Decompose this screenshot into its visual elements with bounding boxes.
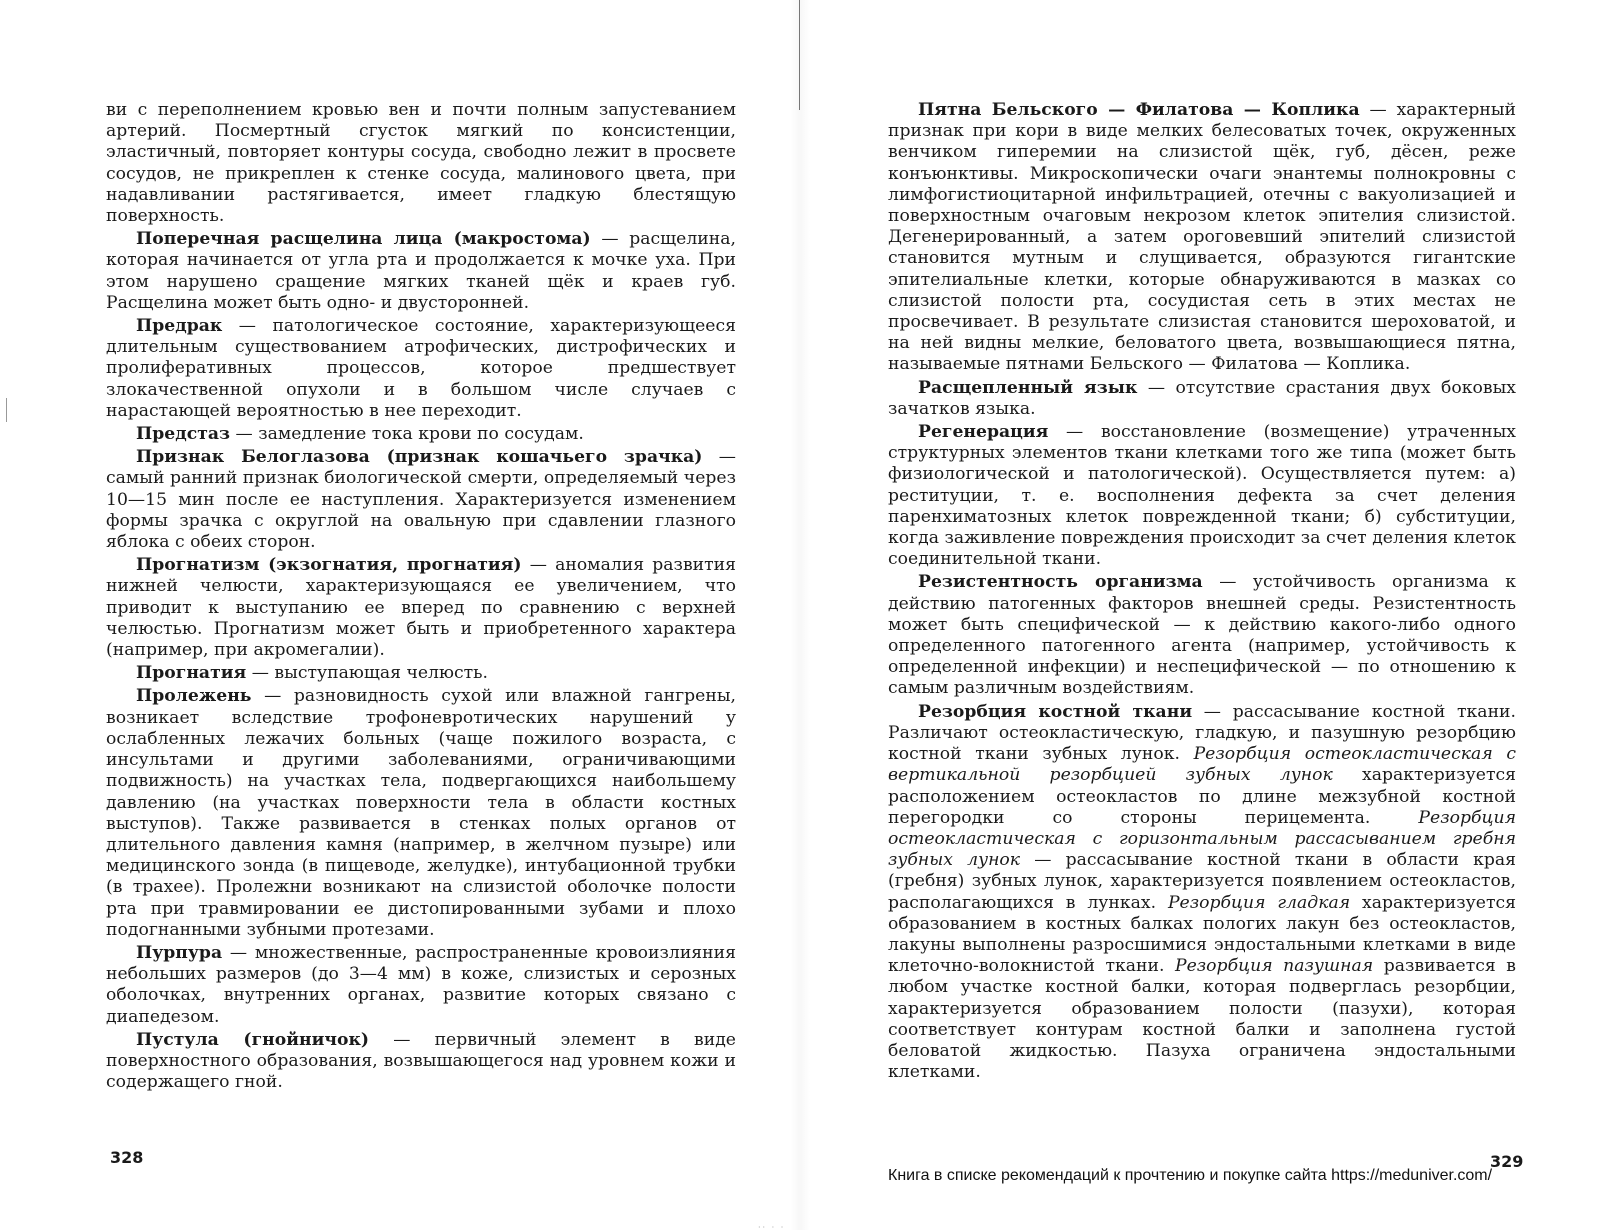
paragraph (106, 100, 736, 227)
italic-term: Резорбция пазушная (1175, 956, 1374, 977)
term-heading: Пурпура (136, 942, 223, 963)
term-heading: Расщепленный язык (918, 377, 1138, 398)
paragraph-text: ви с переполнением кровью вен и почти полным запустеванием артерий. Посмертный сгусток мягкий по консистенции, эластичный, повторяет контуры сосуда, свободно лежит в просвете сосудов, не прикреплен к стенке сосуда, малинового цвета, при надавливании растягивается, имеет гладкую блестящую поверхность. (106, 100, 736, 227)
footer-recommendation: Книга в списке рекомендаций к прочтению и покупке сайта https://meduniver.com/ (888, 1167, 1493, 1184)
paragraph-text: — выступающая челюсть. (246, 663, 488, 684)
paragraph-text: — отсутствие срастания двух боковых зачатков языка. (888, 377, 1516, 419)
paragraph (888, 702, 1516, 1084)
term-heading: Предрак (136, 316, 223, 337)
scan-specks: ·· · · (758, 1223, 786, 1232)
paragraph (106, 1030, 736, 1094)
paragraph-text: — характерный признак при кори в виде мелких белесоватых точек, окруженных венчиком гиперемии на слизистой щёк, губ, дёсен, реже конъюнктивы. Микроскопически очаги энантемы полнокровны с лимфогистиоцитарной инфильтрацией, отечны с вакуолизацией и поверхностным очаговым некрозом клеток эпителия слизистой. Дегенерированный, а затем ороговевший эпителий слизистой становится мутным и слущивается, образуются гигантские эпителиальные клетки, которые обнаруживаются в мазках со слизистой полости рта, сосудистая сеть в этих местах не просвечивает. В результате слизистая становится шероховатой, и на ней видны мелкие, беловатого цвета, возвышающиеся пятна, называемые пятнами Бельского — Филатова — Коплика. (888, 100, 1516, 375)
italic-term: Резорбция гладкая (1167, 892, 1351, 913)
paragraph-text: характеризуется расположением остеокластов по длине межзубной костной перегородки со стороны перицемента. (888, 765, 1516, 828)
paragraph (106, 663, 736, 684)
paragraph (106, 686, 736, 940)
paragraph-text: — замедление тока крови по сосудам. (230, 424, 584, 445)
paragraph (888, 422, 1516, 570)
paragraph (888, 378, 1516, 420)
paragraph-text: — рассасывание костной ткани. Различают остеокластическую, гладкую, и пазушную резорбцию костной ткани зубных лунок. (888, 701, 1517, 765)
paragraph (888, 572, 1516, 699)
paragraph-text: — патологическое состояние, характеризующееся длительным существованием атрофических, дистрофических и пролиферативных процессов, которое предшествует злокачественной опухоли и в большом числе случаев с нарастающей вероятностью в нее переходит. (106, 316, 736, 421)
term-heading: Прогнатия (136, 663, 247, 684)
paragraph-text: — первичный элемент в виде поверхностного образования, возвышающегося над уровнем кожи и содержащего гной. (106, 1029, 736, 1093)
paragraph (106, 447, 736, 553)
paragraph (106, 555, 736, 661)
paragraph-text: характеризуется образованием в костных балках пологих лакун без остеокластов, лакуны выполнены разросшимися эндостальными клетками в виде клеточно-волокнистой ткани. (888, 892, 1516, 977)
paragraph-text: — аномалия развития нижней челюсти, характеризующаяся ее увеличением, что приводит к выступанию ее вперед по сравнению с верхней челюстью. Прогнатизм может быть и приобретенного характера (например, при акромегалии). (106, 555, 736, 661)
paragraph-text: развивается в любом участке костной балки, которая подверглась резорбции, характеризуется образованием полости (пазухи), которая соответствует контурам костной балки и заполнена густой беловатой жидкостью. Пазуха ограничена эндостальными клетками. (888, 956, 1517, 1083)
term-heading: Признак Белоглазова (признак кошачьего зрачка) (136, 447, 703, 468)
paragraph (106, 424, 736, 445)
term-heading: Пятна Бельского — Филатова — Коплика (918, 100, 1360, 120)
paragraph-text: — множественные, распространенные кровоизлияния небольших размеров (до 3—4 мм) в коже, слизистых и серозных оболочках, внутренних органах, развитие которых связано с диапедезом. (106, 942, 736, 1027)
margin-mark (6, 398, 7, 422)
term-heading: Предстаз (136, 424, 231, 445)
term-heading: Пролежень (136, 686, 252, 707)
page-number-left: 328 (110, 1148, 144, 1167)
book-gutter-line (799, 0, 800, 110)
paragraph-text: — разновидность сухой или влажной гангрены, возникает вследствие трофоневротических нарушений у ослабленных лежачих больных (чаще пожилого возраста, с инсультами и другими заболеваниями, ограничивающими подвижность) на участках тела, подвергающихся наибольшему давлению (на участках поверхности тела в области костных выступов). Также развивается в стенках полых органов от длительного давления камня (например, в желчном пузыре) или медицинского зонда (в пищеводе, желудке), интубационной трубки (в трахее). Пролежни возникают на слизистой оболочке полости рта при травмировании ее дистопированными зубами и плохо подогнанными зубными протезами. (106, 686, 736, 940)
paragraph-text: — самый ранний признак биологической смерти, определяемый через 10—15 мин после ее наступления. Характеризуется изменением формы зрачка с округлой на овальную при сдавлении глазного яблока с обеих сторон. (106, 447, 736, 553)
term-heading: Резорбция костной ткани (918, 701, 1193, 722)
italic-term: Резорбция остеокластическая с горизонтальным рассасыванием гребня зубных лунок (888, 807, 1516, 871)
page-number-right: 329 (1490, 1152, 1524, 1171)
paragraph-text: — рассасывание костной ткани в области края (гребня) зубных лунок, характеризуется появлением остеокластов, располагающихся в лунках. (888, 850, 1516, 913)
paragraph (888, 100, 1516, 376)
italic-term: Резорбция остеокластическая с вертикальной резорбцией зубных лунок (888, 744, 1516, 786)
term-heading: Резистентность организма (918, 572, 1203, 593)
term-heading: Прогнатизм (экзогнатия, прогнатия) (136, 555, 522, 576)
paragraph (106, 229, 736, 314)
term-heading: Поперечная расщелина лица (макростома) (136, 229, 591, 250)
paragraph (106, 943, 736, 1028)
term-heading: Регенерация (918, 422, 1049, 443)
paragraph-text: — восстановление (возмещение) утраченных структурных элементов ткани клетками того же типа (может быть физиологической и патологической). Осуществляется путем: а) реституции, т. е. восполнения дефекта за счет деления паренхиматозных клеток поврежденной ткани; б) субституции, когда заживление повреждения происходит за счет деления клеток соединительной ткани. (888, 422, 1516, 570)
paragraph-text: — расщелина, которая начинается от угла рта и продолжается к мочке уха. При этом нарушено сращение мягких тканей щёк и краев губ. Расщелина может быть одно- и двусторонней. (106, 229, 736, 313)
left-page (106, 100, 736, 1095)
paragraph-text: — устойчивость организма к действию патогенных факторов внешней среды. Резистентность может быть специфической — к действию какого-либо одного определенного патогенного агента (например, устойчивость к определенной инфекции) и неспецифической — по отношению к самым различным воздействиям. (888, 572, 1516, 699)
right-page (888, 100, 1516, 1085)
term-heading: Пустула (гнойничок) (136, 1029, 370, 1050)
book-gutter-shadow (790, 0, 810, 1230)
paragraph (106, 316, 736, 422)
